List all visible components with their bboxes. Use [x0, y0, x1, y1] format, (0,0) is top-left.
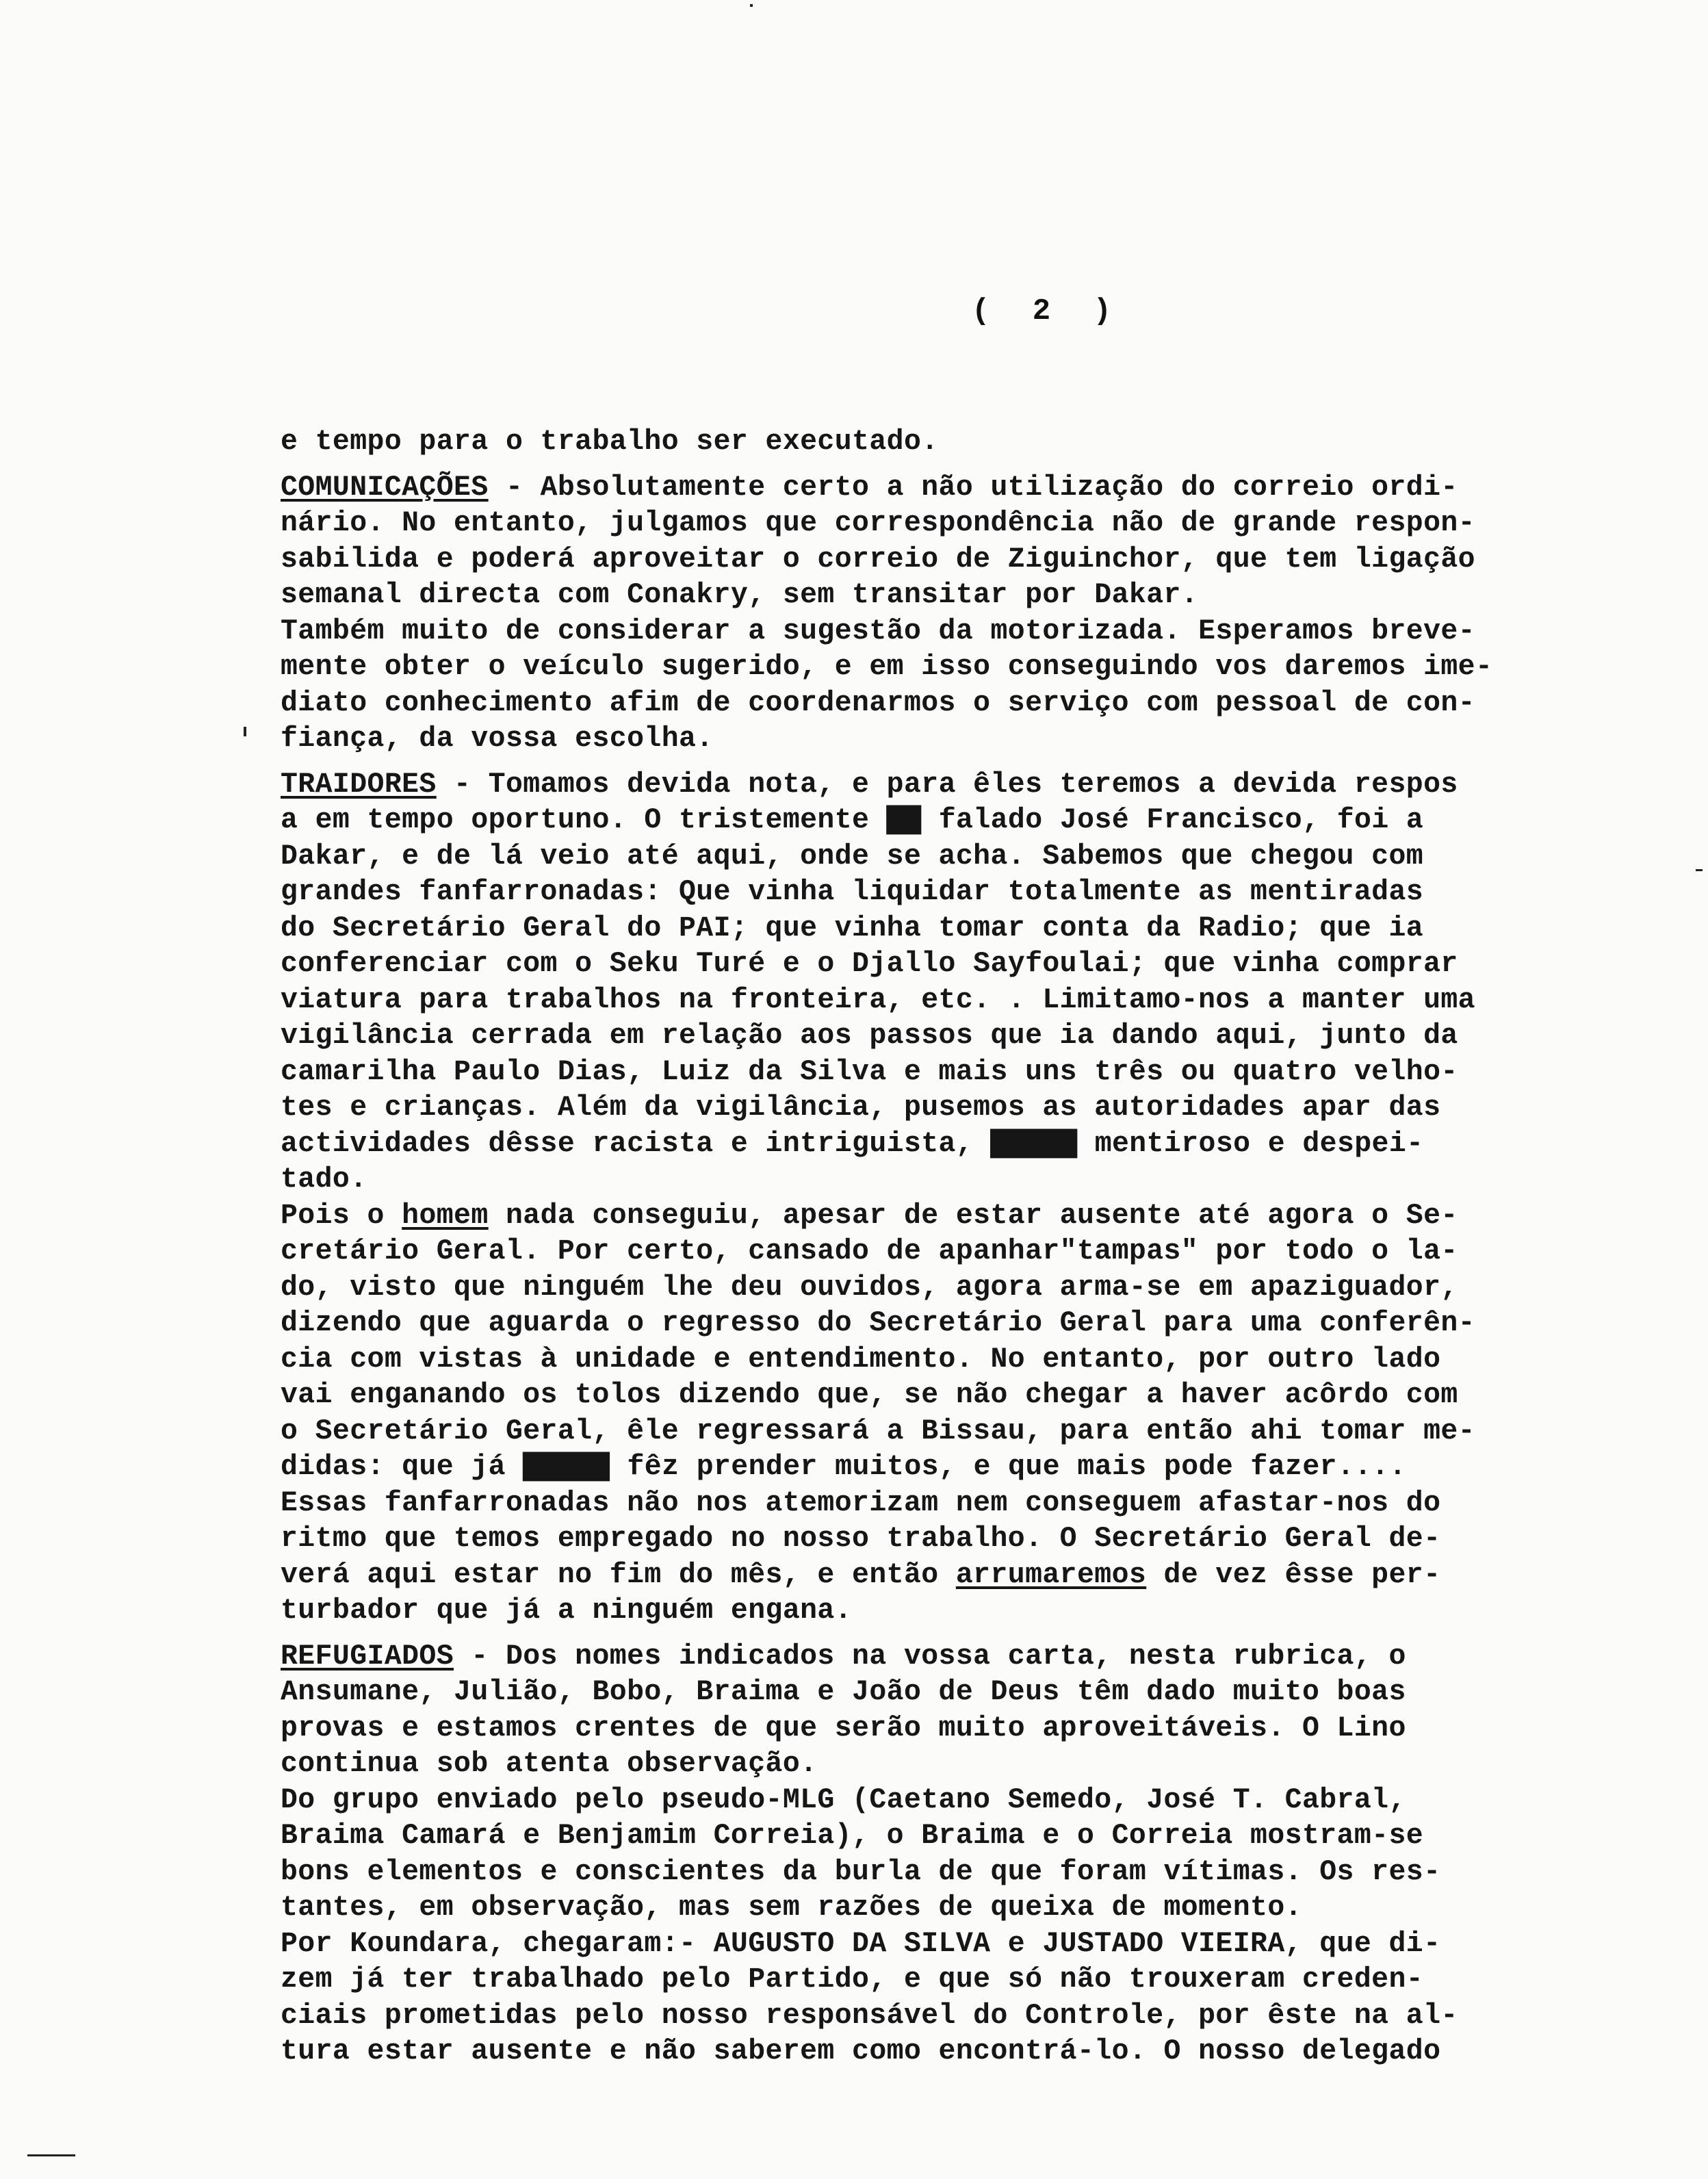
text-line — [281, 1162, 1697, 1198]
margin-mark — [244, 727, 246, 736]
line-text: vigilância cerrada em relação aos passos que ia dando aqui, junto da — [281, 1020, 1458, 1052]
margin-mark — [1696, 869, 1703, 871]
line-text: nário. No entanto, julgamos que correspondência não de grande respon- — [281, 507, 1475, 539]
line-text: Ansumane, Julião, Bobo, Braima e João de Deus têm dado muito boas — [281, 1676, 1406, 1708]
text-line — [281, 1126, 1697, 1163]
line-text: do Secretário Geral do PAI; que vinha tomar conta da Radio; que ia — [281, 912, 1424, 944]
text-line — [281, 1486, 1697, 1522]
line-text: continua sob atenta observação. — [281, 1748, 818, 1780]
text-line — [281, 649, 1697, 686]
text-line — [281, 1414, 1697, 1450]
line-text: Braima Camará e Benjamim Correia), o Braima e o Correia mostram-se — [281, 1820, 1424, 1852]
text-line — [281, 2034, 1697, 2070]
text-line — [281, 767, 1697, 803]
text-line — [281, 1639, 1697, 1675]
line-text: - Absolutamente certo a não utilização do correio ordi- — [488, 471, 1458, 504]
line-text: viatura para trabalhos na fronteira, etc. . Limitamo-nos a manter uma — [281, 983, 1475, 1016]
text-line — [281, 1342, 1697, 1378]
line-text: tado. — [281, 1163, 367, 1196]
underlined-text: COMUNICAÇÕES — [281, 471, 489, 504]
text-line — [281, 1818, 1697, 1855]
line-text: diato conhecimento afim de coordenarmos o serviço com pessoal de con- — [281, 686, 1475, 719]
line-text: fiança, da vossa escolha. — [281, 723, 714, 755]
underlined-text: TRAIDORES — [281, 768, 437, 801]
text-line — [281, 1855, 1697, 1891]
text-line — [281, 839, 1697, 875]
text-line — [281, 1890, 1697, 1926]
text-line — [281, 1926, 1697, 1963]
text-line — [281, 1449, 1697, 1486]
text-line — [281, 1055, 1697, 1091]
margin-mark — [750, 4, 753, 7]
text-line — [281, 911, 1697, 947]
line-text: - Dos nomes indicados na vossa carta, nesta rubrica, o — [454, 1640, 1406, 1673]
text-line — [281, 1558, 1697, 1594]
underlined-text: arrumaremos — [955, 1558, 1147, 1591]
text-line — [281, 578, 1697, 614]
text-line — [281, 983, 1697, 1019]
text-line — [281, 424, 1697, 461]
line-text: o Secretário Geral, êle regressará a Bissau, para então ahi tomar me- — [281, 1415, 1475, 1447]
line-text: turbador que já a ninguém engana. — [281, 1595, 853, 1627]
text-line — [281, 946, 1697, 983]
underlined-text: REFUGIADOS — [281, 1640, 454, 1673]
line-text: zem já ter trabalhado pelo Partido, e que só não trouxeram creden- — [281, 1963, 1424, 1996]
letter-body — [281, 424, 1697, 2070]
line-text: vai enganando os tolos dizendo que, se não chegar a haver acôrdo com — [281, 1379, 1458, 1411]
text-line — [281, 1270, 1697, 1306]
line-text: cia com vistas à unidade e entendimento. No entanto, por outro lado — [281, 1343, 1441, 1376]
text-line — [281, 1593, 1697, 1629]
line-text: Essas fanfarronadas não nos atemorizam nem conseguem afastar-nos do — [281, 1486, 1441, 1519]
text-line — [281, 721, 1697, 758]
text-line — [281, 1090, 1697, 1126]
text-line — [281, 1234, 1697, 1270]
text-line — [281, 875, 1697, 911]
text-line — [281, 1378, 1697, 1414]
line-text: actividades dêsse racista e intriguista, ▇▇▇▇▇ mentiroso e despei- — [281, 1127, 1424, 1160]
text-line — [281, 1711, 1697, 1747]
line-text: didas: que já ▇▇▇▇▇ fêz prender muitos, e que mais pode fazer.... — [281, 1451, 1407, 1483]
line-text: Do grupo enviado pelo pseudo-MLG (Caetano Semedo, José T. Cabral, — [281, 1783, 1406, 1816]
line-text: tura estar ausente e não saberem como encontrá-lo. O nosso delegado — [281, 2035, 1441, 2067]
paragraph-gap — [281, 1629, 1697, 1639]
text-line — [281, 1675, 1697, 1711]
line-text: ciais prometidas pelo nosso responsável do Controle, por êste na al- — [281, 1999, 1458, 2032]
line-text: a em tempo oportuno. O tristemente ▇▇ falado José Francisco, foi a — [281, 804, 1424, 836]
line-text: do, visto que ninguém lhe deu ouvidos, agora arma-se em apaziguador, — [281, 1271, 1458, 1304]
line-text: ritmo que temos empregado no nosso trabalho. O Secretário Geral de- — [281, 1523, 1441, 1555]
line-text: de vez êsse per- — [1146, 1558, 1441, 1591]
margin-mark — [27, 2154, 75, 2156]
line-text: mente obter o veículo sugerido, e em isso conseguindo vos daremos ime- — [281, 651, 1493, 683]
text-line — [281, 1962, 1697, 1998]
line-text: sabilida e poderá aproveitar o correio de Ziguinchor, que tem ligação — [281, 543, 1475, 576]
paragraph-gap — [281, 461, 1697, 470]
text-line — [281, 470, 1697, 506]
line-text: Dakar, e de lá veio até aqui, onde se acha. Sabemos que chegou com — [281, 840, 1424, 873]
text-line — [281, 803, 1697, 839]
text-line — [281, 1746, 1697, 1783]
line-text: Pois o — [281, 1199, 402, 1232]
line-text: Também muito de considerar a sugestão da motorizada. Esperamos breve- — [281, 615, 1475, 647]
line-text: semanal directa com Conakry, sem transitar por Dakar. — [281, 579, 1199, 611]
text-line — [281, 542, 1697, 578]
line-text: e tempo para o trabalho ser executado. — [281, 426, 939, 458]
line-text: provas e estamos crentes de que serão muito aproveitáveis. O Lino — [281, 1712, 1406, 1744]
text-line — [281, 1018, 1697, 1055]
text-line — [281, 1198, 1697, 1235]
text-line — [281, 1521, 1697, 1558]
line-text: verá aqui estar no fim do mês, e então — [281, 1558, 956, 1591]
text-line — [281, 1998, 1697, 2035]
text-line — [281, 686, 1697, 722]
line-text: nada conseguiu, apesar de estar ausente até agora o Se- — [488, 1199, 1458, 1232]
text-line — [281, 1306, 1697, 1342]
line-text: tes e crianças. Além da vigilância, pusemos as autoridades apar das — [281, 1092, 1441, 1124]
page-number: ( 2 ) — [972, 294, 1124, 328]
line-text: - Tomamos devida nota, e para êles teremos a devida respos — [436, 768, 1458, 801]
text-line — [281, 614, 1697, 650]
line-text: cretário Geral. Por certo, cansado de apanhar"tampas" por todo o la- — [281, 1235, 1458, 1267]
line-text: camarilha Paulo Dias, Luiz da Silva e mais uns três ou quatro velho- — [281, 1055, 1458, 1088]
line-text: grandes fanfarronadas: Que vinha liquidar totalmente as mentiradas — [281, 876, 1424, 908]
text-line — [281, 1783, 1697, 1819]
line-text: bons elementos e conscientes da burla de que foram vítimas. Os res- — [281, 1855, 1441, 1888]
underlined-text: homem — [402, 1199, 489, 1232]
line-text: tantes, em observação, mas sem razões de queixa de momento. — [281, 1892, 1302, 1924]
line-text: dizendo que aguarda o regresso do Secretário Geral para uma conferên- — [281, 1307, 1475, 1339]
text-line — [281, 506, 1697, 542]
paragraph-gap — [281, 758, 1697, 767]
line-text: conferenciar com o Seku Turé e o Djallo Sayfoulai; que vinha comprar — [281, 948, 1458, 980]
line-text: Por Koundara, chegaram:- AUGUSTO DA SILVA e JUSTADO VIEIRA, que di- — [281, 1927, 1441, 1960]
